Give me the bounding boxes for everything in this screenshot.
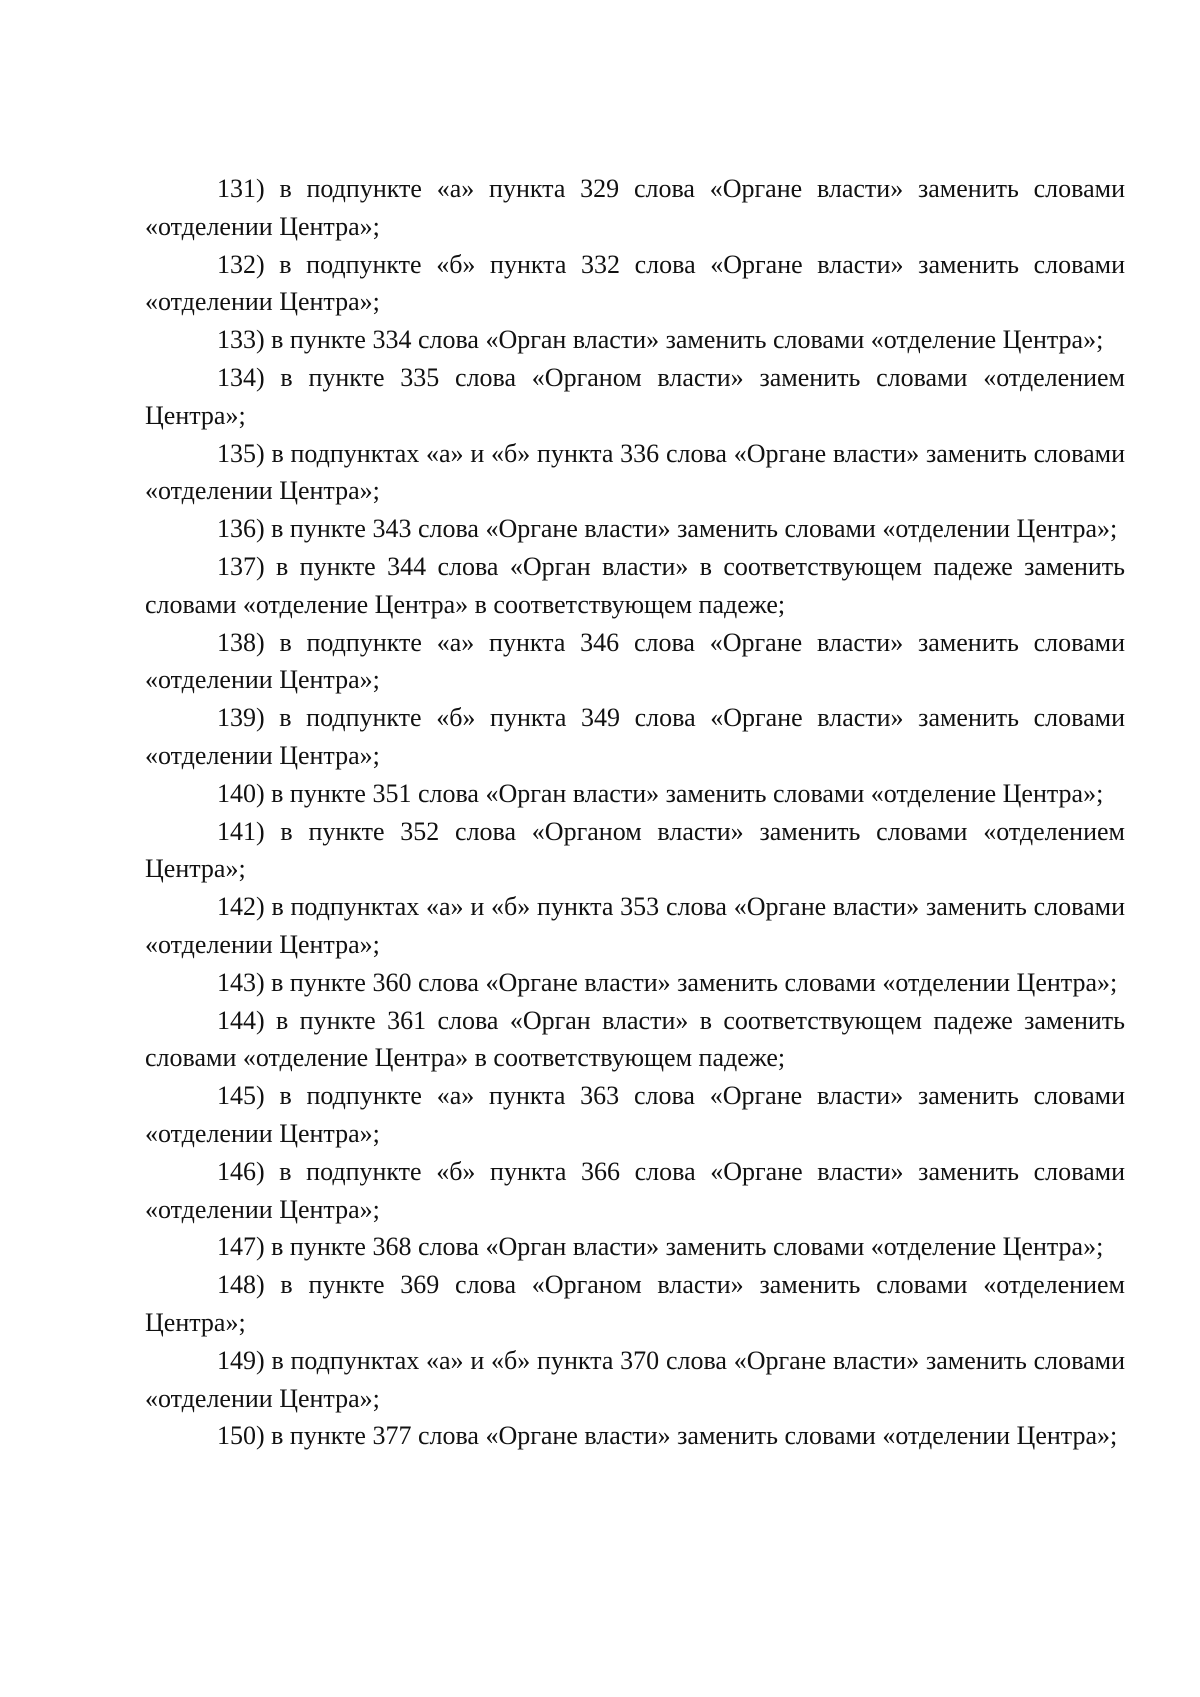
- amendment-item: 147) в пункте 368 слова «Орган власти» заменить словами «отделение Центра»;: [217, 1232, 1104, 1262]
- amendment-item: 142) в подпунктах «а» и «б» пункта 353 слова «Органе власти» заменить словами «отделении Центра»;: [145, 892, 1125, 959]
- amendment-item: 132) в подпункте «б» пункта 332 слова «Органе власти» заменить словами «отделении Центра»;: [145, 249, 1125, 317]
- amendment-item: 141) в пункте 352 слова «Органом власти» заменить словами «отделением Центра»;: [145, 816, 1125, 884]
- amendment-item: 150) в пункте 377 слова «Органе власти» заменить словами «отделении Центра»;: [217, 1421, 1118, 1451]
- amendment-item: 139) в подпункте «б» пункта 349 слова «Органе власти» заменить словами «отделении Центра»;: [145, 703, 1125, 770]
- amendment-list: [145, 170, 1125, 1455]
- amendment-item: 133) в пункте 334 слова «Орган власти» заменить словами «отделение Центра»;: [217, 325, 1104, 355]
- amendment-item: 149) в подпунктах «а» и «б» пункта 370 слова «Органе власти» заменить словами «отделении Центра»;: [145, 1345, 1125, 1413]
- amendment-item: 131) в подпункте «а» пункта 329 слова «Органе власти» заменить словами «отделении Центра»;: [145, 174, 1125, 241]
- amendment-item: 148) в пункте 369 слова «Органом власти» заменить словами «отделением Центра»;: [145, 1270, 1125, 1337]
- amendment-item: 135) в подпунктах «а» и «б» пункта 336 слова «Органе власти» заменить словами «отделении Центра»;: [145, 438, 1125, 506]
- amendment-item: 136) в пункте 343 слова «Органе власти» заменить словами «отделении Центра»;: [217, 514, 1118, 544]
- amendment-item: 140) в пункте 351 слова «Орган власти» заменить словами «отделение Центра»;: [217, 778, 1104, 808]
- amendment-item: 146) в подпункте «б» пункта 366 слова «Органе власти» заменить словами «отделении Центра»;: [145, 1156, 1125, 1224]
- amendment-item: 145) в подпункте «а» пункта 363 слова «Органе власти» заменить словами «отделении Центра»;: [145, 1081, 1125, 1148]
- amendment-item: 143) в пункте 360 слова «Органе власти» заменить словами «отделении Центра»;: [217, 967, 1118, 997]
- amendment-item: 144) в пункте 361 слова «Орган власти» в соответствующем падеже заменить словами «отделение Центра» в соответствующем падеже;: [145, 1005, 1125, 1073]
- amendment-item: 137) в пункте 344 слова «Орган власти» в соответствующем падеже заменить словами «отделение Центра» в соответствующем падеже;: [145, 551, 1125, 619]
- amendment-item: 134) в пункте 335 слова «Органом власти» заменить словами «отделением Центра»;: [145, 362, 1125, 430]
- amendment-item: 138) в подпункте «а» пункта 346 слова «Органе власти» заменить словами «отделении Центра»;: [145, 627, 1125, 695]
